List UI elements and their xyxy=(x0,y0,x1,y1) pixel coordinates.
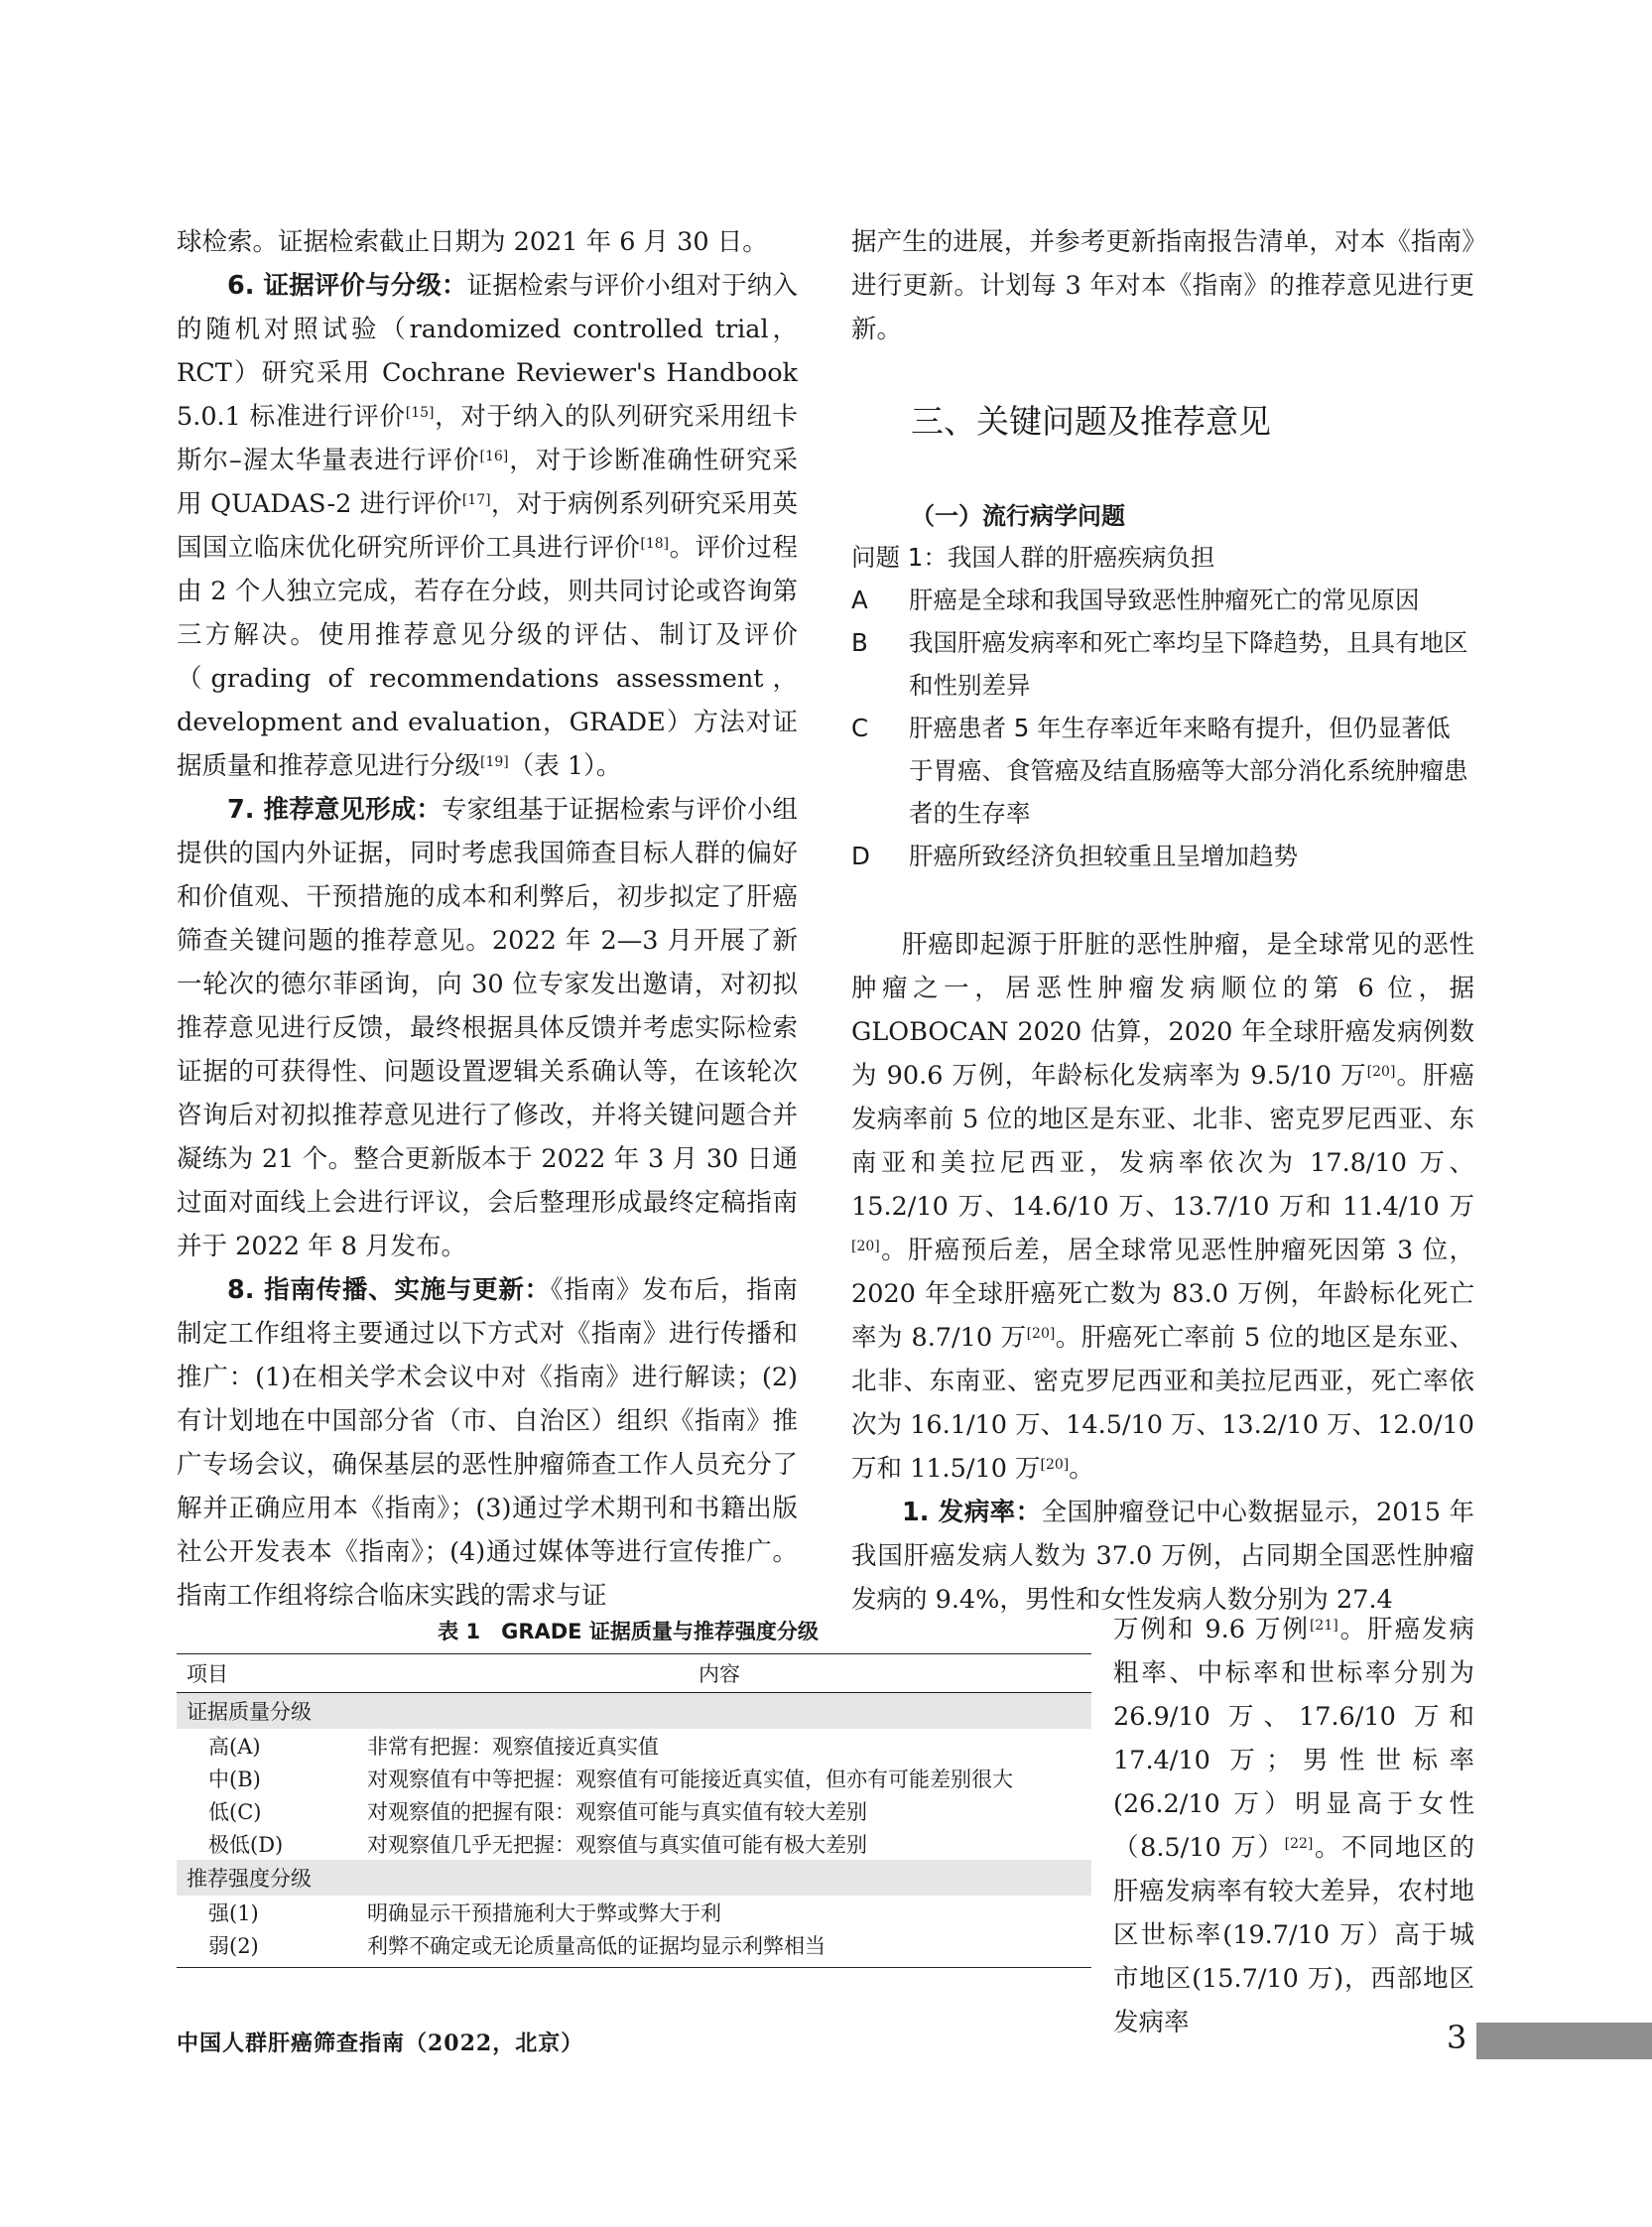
text: 全国肿瘤登记中心数据显示，2015 年我国肝癌发病人数为 37.0 万例，占同期全国恶性肿瘤发病的 9.4%，男性和女性发病人数分别为 27.4 xyxy=(851,1498,1474,1615)
paragraph-dissemination xyxy=(177,1268,798,1618)
level-cell: 低(C) xyxy=(208,1799,262,1824)
option-text: 肝癌所致经济负担较重且呈增加趋势 xyxy=(909,842,1298,870)
table-group-row xyxy=(177,1860,1091,1896)
header-item: 项目 xyxy=(177,1654,347,1693)
text: 。 xyxy=(1069,1454,1094,1484)
citation: [16] xyxy=(479,449,509,464)
table-row xyxy=(177,1762,1091,1794)
text: 。不同地区的肝癌发病率有较大差异，农村地区世标率(19.7/10 万）高于城市地区(15.7/10 万)，西部地区发病率 xyxy=(1113,1833,1474,2037)
text: ，对于病例系列研究采用英国国立临床优化研究所评价工具进行评价 xyxy=(177,489,798,563)
right-column-top xyxy=(851,220,1474,351)
desc-cell: 明确显示干预措施利大于弊或弊大于利 xyxy=(367,1900,721,1925)
table-row xyxy=(177,1794,1091,1827)
option-a xyxy=(851,579,1474,621)
text: 《指南》发布后，指南制定工作组将主要通过以下方式对《指南》进行传播和推广：(1)在相关学术会议中对《指南》进行解读；(2)有计划地在中国部分省（市、自治区）组织《指南》推广专场会议，确保基层的恶性肿瘤筛查工作人员充分了解并正确应用本《指南》；(3)通过学术期刊和书籍出版社公开发表本《指南》；(4)通过媒体等进行宣传推广。指南工作组将综合临床实践的需求与证 xyxy=(177,1275,798,1611)
citation: [19] xyxy=(480,754,509,770)
table-caption: 表 1 GRADE 证据质量与推荐强度分级 xyxy=(438,1620,819,1643)
option-text: 肝癌患者 5 年生存率近年来略有提升，但仍显著低于胃癌、食管癌及结直肠癌等大部分消化系统肿瘤患者的生存率 xyxy=(909,714,1468,828)
option-letter: B xyxy=(851,628,868,657)
footer-journal-title: 中国人群肝癌筛查指南（2022，北京） xyxy=(177,2030,584,2056)
option-text: 肝癌是全球和我国导致恶性肿瘤死亡的常见原因 xyxy=(909,586,1420,614)
option-b xyxy=(851,621,1474,707)
paragraph-evidence-grading xyxy=(177,264,798,788)
citation: [20] xyxy=(1040,1457,1070,1473)
text: 。肝癌死亡率前 5 位的地区是东亚、北非、东南亚、密克罗尼西亚和美拉尼西亚，死亡率依次为 16.1/10 万、14.5/10 万、13.2/10 万、12.0/10 万和 11.5/10 万 xyxy=(851,1323,1474,1484)
paragraph: 据产生的进展，并参考更新指南报告清单，对本《指南》进行更新。计划每 3 年对本《指南》的推荐意见进行更新。 xyxy=(851,227,1474,344)
option-d xyxy=(851,835,1474,877)
table-group-row xyxy=(177,1693,1091,1730)
desc-cell: 利弊不确定或无论质量高低的证据均显示利弊相当 xyxy=(347,1928,1091,1968)
heading-evidence-grading: 6. 证据评价与分级： xyxy=(227,271,467,301)
option-c xyxy=(851,707,1474,835)
question-title: 问题 1：我国人群的肝癌疾病负担 xyxy=(851,543,1215,572)
table-row xyxy=(177,1827,1091,1860)
desc-cell: 对观察值有中等把握：观察值有可能接近真实值，但亦有可能差别很大 xyxy=(367,1767,1013,1791)
section-title: 三、关键问题及推荐意见 xyxy=(911,402,1271,441)
desc-cell: 对观察值的把握有限：观察值可能与真实值有较大差别 xyxy=(367,1799,867,1824)
text: （表 1）。 xyxy=(508,751,622,781)
text: 。肝癌发病粗率、中标率和世标率分别为 26.9/10 万、17.6/10 万和 17.4/10 万；男性世标率(26.2/10 万）明显高于女性（8.5/10 万） xyxy=(1113,1615,1474,1863)
grade-table xyxy=(177,1653,1091,1968)
text: 专家组基于证据检索与评价小组提供的国内外证据，同时考虑我国筛查目标人群的偏好和价值观、干预措施的成本和利弊后，初步拟定了肝癌筛查关键问题的推荐意见。2022 年 2—3 月开展了新一轮次的德尔菲函询，向 30 位专家发出邀请，对初拟推荐意见进行反馈，最终根据具体反馈并考虑实际检索证据的可获得性、问题设置逻辑关系确认等，在该轮次咨询后对初拟推荐意见进行了修改，并将关键问题合并凝练为 21 个。整合更新版本于 2022 年 3 月 30 日通过面对面线上会进行评议，会后整理形成最终定稿指南并于 2022 年 8 月发布。 xyxy=(177,795,798,1261)
paragraph-global-burden xyxy=(851,923,1474,1491)
option-text: 我国肝癌发病率和死亡率均呈下降趋势，且具有地区和性别差异 xyxy=(909,628,1468,700)
text: 证据检索与评价小组对于纳入的随机对照试验（randomized controlled trial，RCT）研究采用 Cochrane Reviewer's Handbook 5.0.1 标准进行评价 xyxy=(177,271,798,432)
table-header-row xyxy=(177,1654,1091,1693)
citation: [20] xyxy=(1026,1326,1056,1342)
citation: [21] xyxy=(1309,1618,1338,1634)
citation: [18] xyxy=(640,536,670,552)
table-row xyxy=(177,1729,1091,1762)
text: 。肝癌预后差，居全球常见恶性肿瘤死因第 3 位，2020 年全球肝癌死亡数为 83.0 万例，年龄标化死亡率为 8.7/10 万 xyxy=(851,1236,1474,1353)
level-cell: 极低(D) xyxy=(208,1832,284,1857)
heading-recommendation-forming: 7. 推荐意见形成： xyxy=(227,795,443,825)
table-row xyxy=(177,1896,1091,1928)
level-cell: 强(1) xyxy=(208,1900,259,1925)
footer-bar xyxy=(1476,2023,1652,2059)
text: 。评价过程由 2 个人独立完成，若存在分歧，则共同讨论或咨询第三方解决。使用推荐意见分级的评估、制订及评价（grading of recommendations assessment，development and evaluation，GRADE）方法对证据质量和推荐意见进行分级 xyxy=(177,533,798,781)
option-letter: C xyxy=(851,714,869,742)
group-label: 推荐强度分级 xyxy=(177,1860,1091,1896)
paragraph: 球检索。证据检索截止日期为 2021 年 6 月 30 日。 xyxy=(177,227,768,257)
text: 万例和 9.6 万例 xyxy=(1113,1615,1310,1644)
paragraph-recommendation-forming xyxy=(177,788,798,1268)
citation: [17] xyxy=(461,492,491,508)
option-letter: D xyxy=(851,842,870,870)
option-letter: A xyxy=(851,586,868,614)
level-cell: 中(B) xyxy=(208,1767,261,1791)
citation: [15] xyxy=(405,405,435,421)
citation: [20] xyxy=(1366,1064,1396,1080)
text: ，对于纳入的队列研究采用纽卡斯尔–渥太华量表进行评价 xyxy=(177,402,798,475)
heading-incidence: 1. 发病率： xyxy=(902,1498,1042,1527)
text: ，对于诊断准确性研究采用 QUADAS-2 进行评价 xyxy=(177,446,798,519)
level-cell: 弱(2) xyxy=(177,1928,347,1968)
paragraph-incidence xyxy=(851,1491,1474,1622)
text: 。肝癌发病率前 5 位的地区是东亚、北非、密克罗尼西亚、东南亚和美拉尼西亚，发病率依次为 17.8/10 万、15.2/10 万、14.6/10 万、13.7/10 万和 11.4/10 万 xyxy=(851,1061,1474,1222)
heading-dissemination: 8. 指南传播、实施与更新： xyxy=(227,1275,551,1305)
header-content: 内容 xyxy=(347,1654,1091,1693)
table-row xyxy=(177,1928,1091,1968)
question-box xyxy=(851,536,1474,877)
right-column-narrow xyxy=(1113,1608,1474,2044)
subsection-title: （一）流行病学问题 xyxy=(911,502,1125,530)
text: 肝癌即起源于肝脏的恶性肿瘤，是全球常见的恶性肿瘤之一，居恶性肿瘤发病顺位的第 6 位，据 GLOBOCAN 2020 估算，2020 年全球肝癌发病例数为 90.6 万例，年龄标化发病率为 9.5/10 万 xyxy=(851,930,1474,1091)
desc-cell: 非常有把握：观察值接近真实值 xyxy=(367,1734,659,1759)
level-cell: 高(A) xyxy=(208,1734,261,1759)
group-label: 证据质量分级 xyxy=(177,1693,1091,1730)
citation: [22] xyxy=(1284,1836,1314,1852)
left-column xyxy=(177,220,798,1618)
right-column-main xyxy=(851,923,1474,1622)
citation: [20] xyxy=(851,1239,880,1254)
desc-cell: 对观察值几乎无把握：观察值与真实值可能有极大差别 xyxy=(367,1832,867,1857)
page-number: 3 xyxy=(1447,2019,1467,2056)
